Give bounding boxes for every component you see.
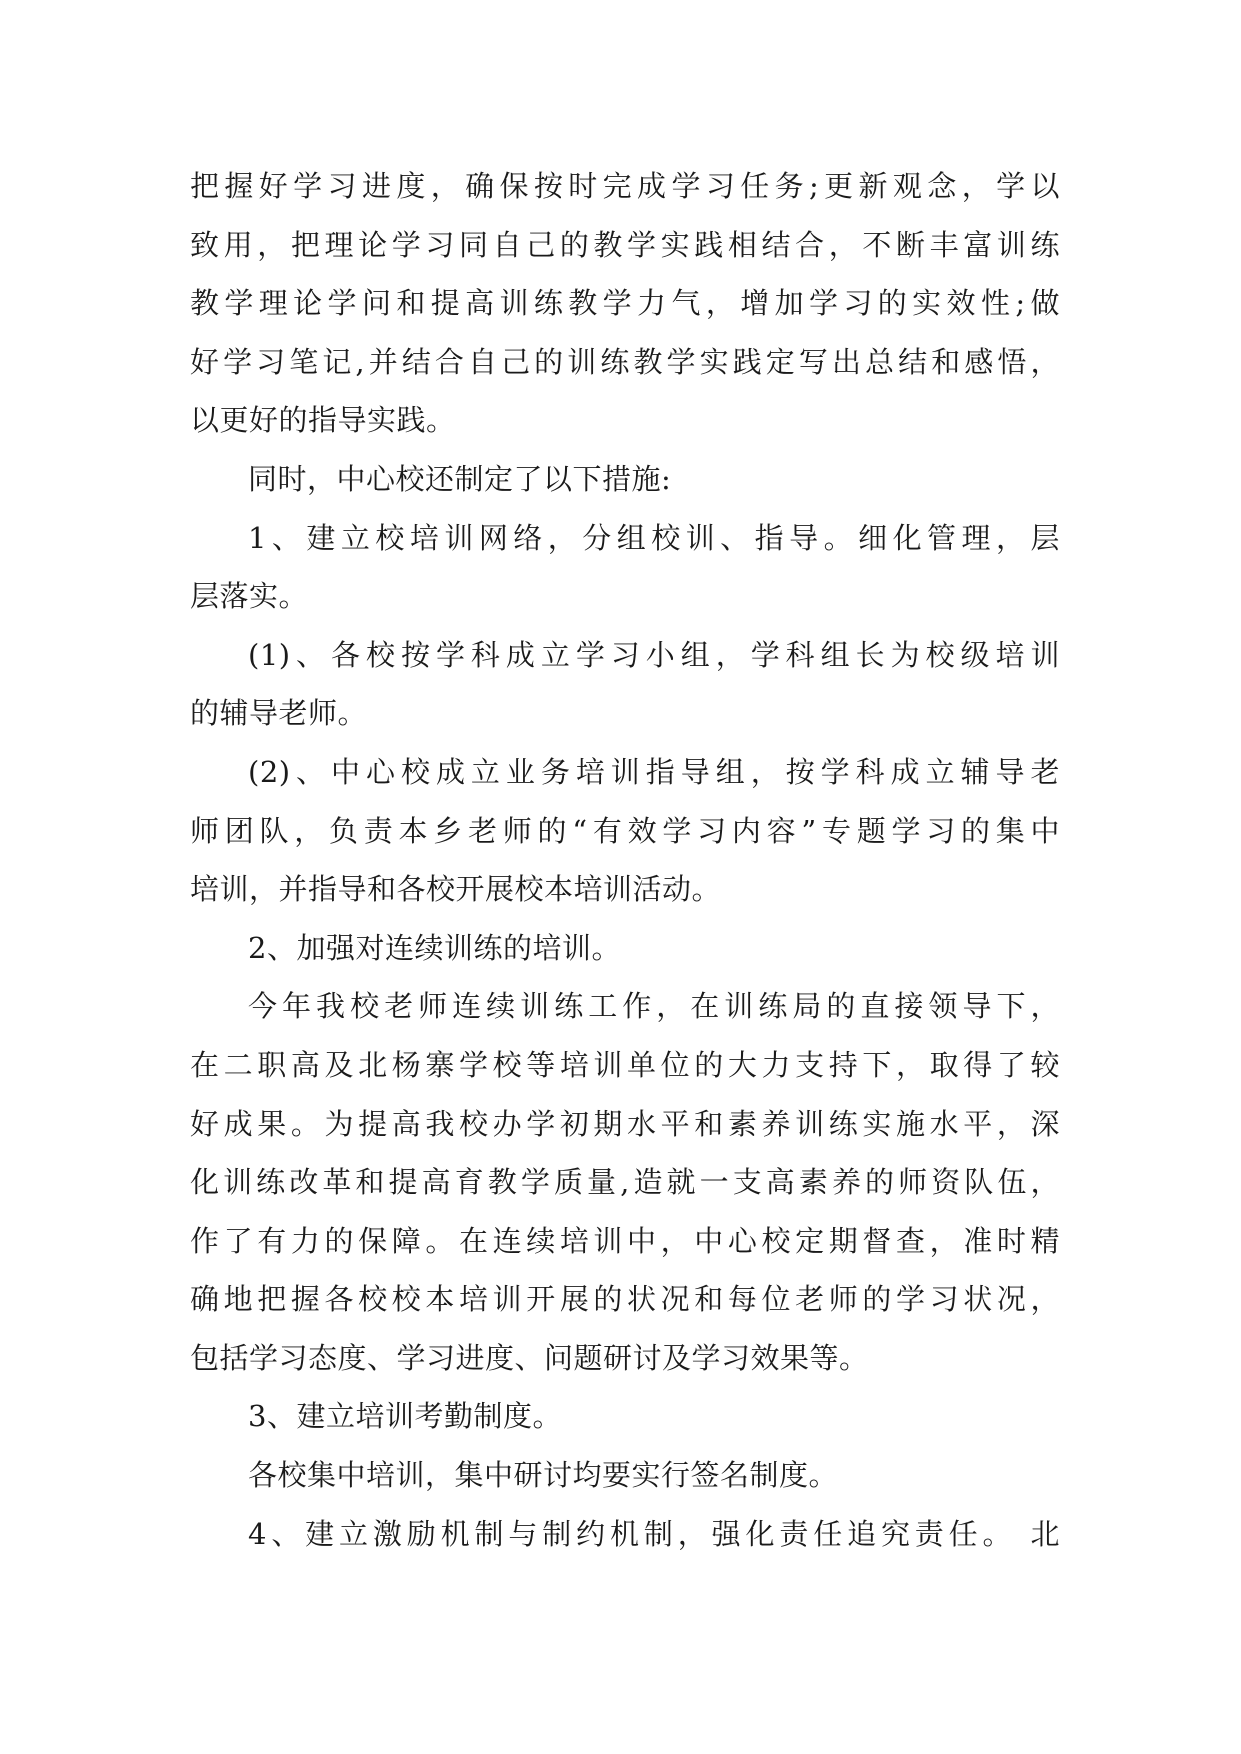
text-line: 3、建立培训考勤制度。 [248,1399,562,1434]
text-line: 层落实。 [190,579,309,614]
text-line: 的辅导老师。 [190,696,368,731]
text-line: 确地把握各校校本培训开展的状况和每位老师的学习状况， [190,1282,1060,1317]
text-line: 今年我校老师连续训练工作，在训练局的直接领导下， [248,989,1060,1024]
text-line: 以更好的指导实践。 [190,403,456,438]
text-line: 各校集中培训，集中研讨均要实行签名制度。 [248,1458,839,1493]
text-line: 化训练改革和提高育教学质量,造就一支高素养的师资队伍， [190,1165,1060,1200]
text-line: 2、加强对连续训练的培训。 [248,930,621,965]
text-line: (2)、中心校成立业务培训指导组，按学科成立辅导老 [248,754,1060,789]
text-line: 作了有力的保障。在连续培训中，中心校定期督查，准时精 [190,1223,1060,1258]
text-line: 在二职高及北杨寨学校等培训单位的大力支持下，取得了较 [190,1047,1060,1082]
text-line: 好学习笔记,并结合自己的训练教学实践定写出总结和感悟， [190,344,1060,379]
text-line: 好成果。为提高我校办学初期水平和素养训练实施水平，深 [190,1106,1060,1141]
text-line: 师团队，负责本乡老师的“有效学习内容”专题学习的集中 [190,813,1060,848]
text-line: 4、建立激励机制与制约机制，强化责任追究责任。 北 [248,1516,1060,1551]
text-line: 包括学习态度、学习进度、问题研讨及学习效果等。 [190,1340,869,1375]
text-line: 致用，把理论学习同自己的教学实践相结合，不断丰富训练 [190,227,1060,262]
text-line: 教学理论学问和提高训练教学力气，增加学习的实效性;做 [190,286,1060,321]
text-line: 同时，中心校还制定了以下措施: [248,461,672,496]
text-line: 把握好学习进度，确保按时完成学习任务;更新观念，学以 [190,169,1060,203]
document-body [190,157,1060,1563]
text-line: 1、建立校培训网络，分组校训、指导。细化管理，层 [248,520,1060,555]
text-line: 培训，并指导和各校开展校本培训活动。 [190,872,722,907]
text-line: (1)、各校按学科成立学习小组，学科组长为校级培训 [248,637,1060,672]
